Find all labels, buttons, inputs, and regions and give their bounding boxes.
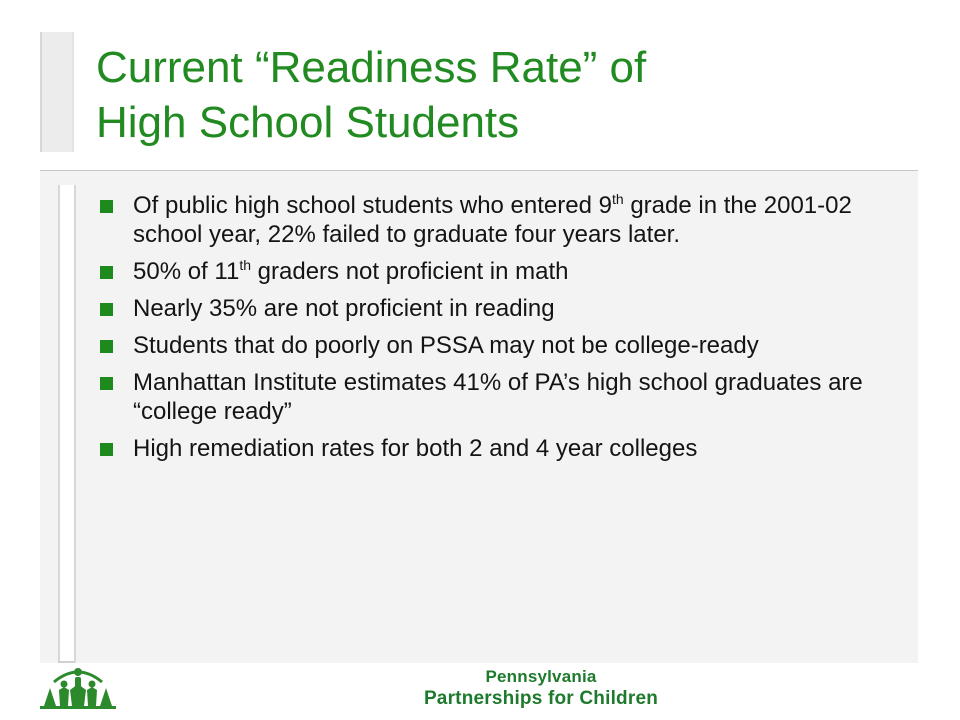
bullet-text: Of public high school students who entered 9 [133, 192, 612, 219]
bullet-marker [100, 200, 113, 213]
bullet-text: 50% of 11 [133, 258, 240, 285]
bullet-text-continued: grade in the 2001-02 school year, 22% failed to graduate four years later. [133, 192, 852, 248]
bullet-list [100, 191, 890, 471]
bullet-marker [100, 266, 113, 279]
slide-title [96, 40, 916, 150]
bullet-superscript: th [239, 257, 251, 273]
brand-line-1: Pennsylvania [485, 667, 597, 686]
bullet-text: Manhattan Institute estimates 41% of PA’s high school graduates are “college ready” [133, 369, 863, 425]
bullet-text: High remediation rates for both 2 and 4 year colleges [133, 435, 698, 462]
children-family-logo-icon [40, 664, 116, 710]
bullet-marker [100, 377, 113, 390]
bullet-marker [100, 443, 113, 456]
bullet-text: Nearly 35% are not proficient in reading [133, 295, 555, 322]
bullet-marker [100, 340, 113, 353]
brand-line-2: Partnerships for Children [423, 688, 659, 709]
bullet-marker [100, 303, 113, 316]
title-line-2: High School Students [96, 98, 520, 147]
bullet-item [100, 294, 890, 323]
content-accent-bar [58, 185, 76, 663]
bullet-item [100, 191, 890, 249]
organization-brand [416, 666, 666, 710]
bullet-text: Students that do poorly on PSSA may not be college-ready [133, 332, 759, 359]
bullet-item [100, 434, 890, 463]
bullet-superscript: th [611, 191, 624, 207]
bullet-text-continued: graders not proficient in math [251, 258, 569, 285]
bullet-item [100, 257, 890, 286]
bullet-item [100, 331, 890, 360]
title-accent-bar [40, 32, 72, 152]
bullet-item [100, 368, 890, 426]
title-line-1: Current “Readiness Rate” of [96, 43, 647, 92]
